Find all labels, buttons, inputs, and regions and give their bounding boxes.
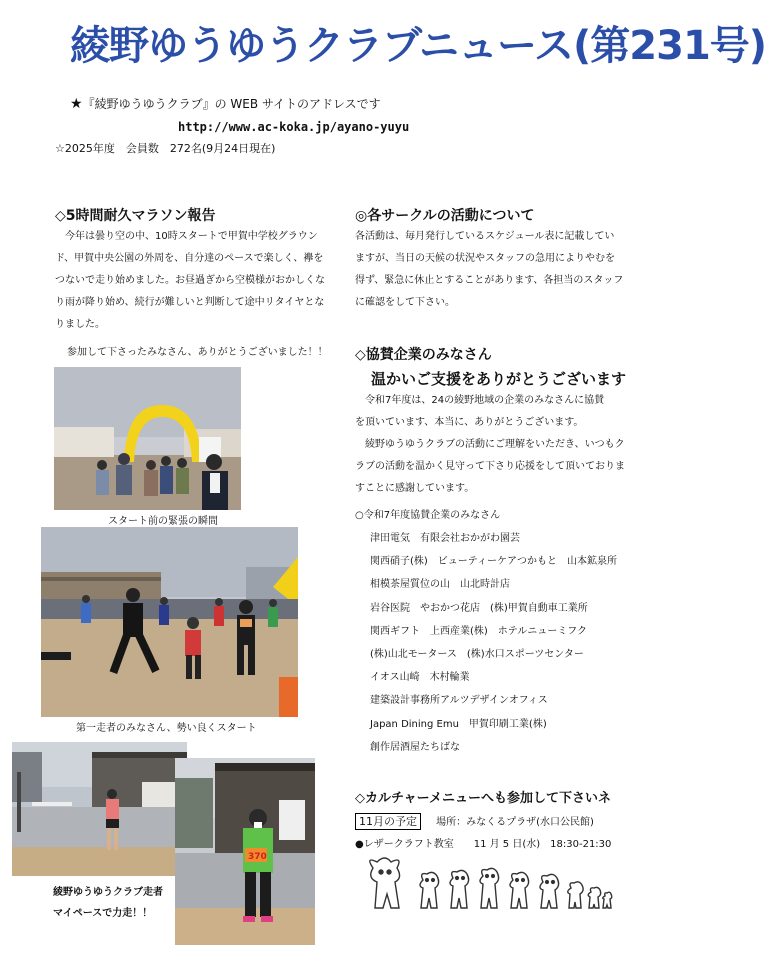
circle-line: に確認をして下さい。: [355, 297, 455, 308]
culture-heading: ◇カルチャーメニューへも参加して下さいネ: [355, 791, 611, 806]
sponsor-list-item: 相模茶屋質位の山 山北時計店: [370, 579, 510, 591]
sponsor-list-item: 岩谷医院 やおかつ花店 (株)甲賀自動車工業所: [370, 602, 588, 614]
marathon-line: ド、甲賀中央公園の外周を、自分達のペースで楽しく、襷を: [55, 253, 324, 264]
marathon-line: つないで走り始めました。お昼過ぎから空模様がおかしくな: [55, 275, 325, 286]
circle-notice: [355, 226, 640, 314]
photo3-caption-line1: 綾野ゆうゆうクラブ走者: [53, 887, 163, 898]
website-url[interactable]: http://www.ac-koka.jp/ayano-yuyu: [178, 120, 410, 134]
website-note-text: 『綾野ゆうゆうクラブ』の WEB サイトのアドレスです: [82, 97, 381, 111]
sponsor-list-item: 関西ギフト 上西産業(株) ホテルニューミフク: [370, 625, 588, 637]
sponsors-intro: [355, 390, 640, 500]
sponsors-thanks-heading: 温かいご支援をありがとうございます: [371, 370, 627, 388]
circle-line: 得ず、緊急に休止とすることがあります、各担当のスタッフ: [355, 275, 624, 286]
marathon-line: 今年は曇り空の中、10時スタートで甲賀中学校グラウン: [55, 231, 318, 242]
photo-start-arch: [54, 367, 241, 510]
member-count: ☆2025年度 会員数 272名(9月24日現在): [55, 142, 276, 155]
sponsor-list: [370, 527, 617, 759]
circle-heading: ◎各サークルの活動について: [355, 208, 535, 224]
sponsor-list-item: イオス山崎 木村輪業: [370, 672, 470, 684]
sponsor-list-title: ○令和7年度協賛企業のみなさん: [355, 510, 501, 521]
culture-schedule-row: [355, 810, 594, 830]
circle-line: ますが、当日の天候の状況やスタッフの急用によりやむを: [355, 253, 615, 264]
marathon-thanks: 参加して下さったみなさん、ありがとうございました！！: [67, 347, 328, 358]
marathon-line: り雨が降り始め、続行が難しいと判断して途中リタイヤとな: [55, 297, 325, 308]
sponsor-list-item: 津田電気 有限会社おかがわ園芸: [370, 533, 520, 544]
leathercraft-event: ●レザークラフト教室 11 月 5 日(水) 18:30-21:30: [355, 839, 612, 850]
sponsors-line: 令和7年度は、24の綾野地域の企業のみなさんに協賛: [355, 395, 605, 406]
bib-number: 370: [248, 852, 267, 862]
sponsor-list-item: (株)山北モータース (株)水口スポーツセンター: [370, 649, 584, 661]
sponsor-list-item: 関西硝子(株) ビューティーケアつかもと 山本鉱泉所: [370, 556, 618, 568]
marathon-line: りました。: [55, 319, 105, 330]
website-note: [70, 95, 381, 112]
culture-venue: 場所：みなくるプラザ(水口公民館): [436, 817, 594, 828]
marathon-heading: ◇5時間耐久マラソン報告: [55, 208, 216, 224]
sponsors-line: 綾野ゆうゆうクラブの活動にご理解をいただき、いつもク: [355, 439, 625, 450]
sponsor-list-item: Japan Dining Emu 甲賀印刷工業(株): [370, 718, 547, 730]
sponsors-heading: ◇協賛企業のみなさん: [355, 347, 492, 363]
photo-first-runners: [41, 527, 298, 717]
photo2-caption: 第一走者のみなさん、勢い良くスタート: [76, 723, 257, 734]
photo3-caption-line2: マイペースで力走！！: [53, 908, 153, 919]
sponsors-line: を頂いています、本当に、ありがとうございます。: [355, 417, 584, 428]
sponsor-list-item: 創作居酒屋たちばな: [370, 741, 460, 753]
circle-line: 各活動は、毎月発行しているスケジュール表に記載してい: [355, 231, 615, 242]
star-icon: ★: [70, 96, 83, 112]
newsletter-title: 綾野ゆうゆうクラブニュース(第231号): [70, 23, 766, 69]
mascot-illustration: [355, 858, 615, 918]
november-schedule-label: 11月の予定: [355, 813, 421, 830]
marathon-report: [55, 226, 345, 336]
sponsor-list-item: 建築設計事務所アルツデザインオフィス: [370, 695, 548, 707]
photo1-caption: スタート前の緊張の瞬間: [108, 516, 218, 527]
sponsors-line: ラブの活動を温かく見守って下さり応援をして頂いておりま: [355, 461, 625, 472]
photo-club-runner-street: [12, 742, 187, 876]
photo-club-runner-green: [175, 758, 315, 945]
sponsors-line: すことに感謝しています。: [355, 483, 475, 494]
